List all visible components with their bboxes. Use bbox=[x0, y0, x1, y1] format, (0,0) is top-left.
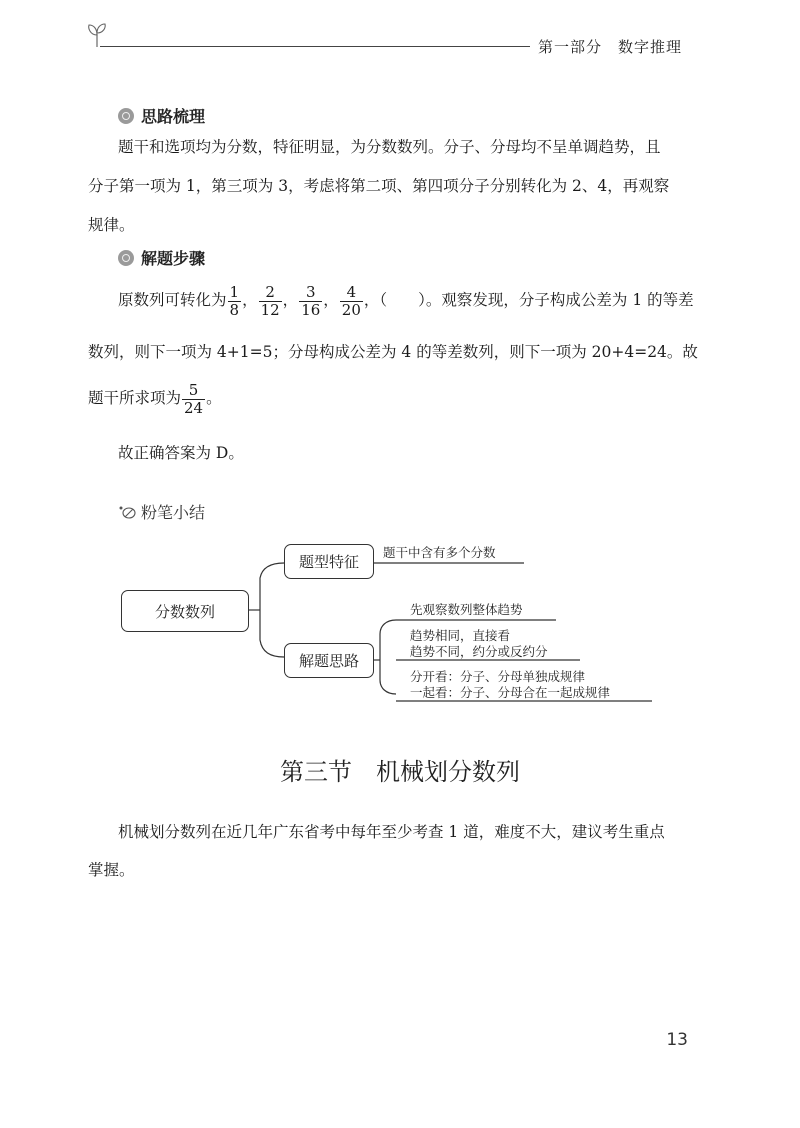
numerator: 1 bbox=[229, 282, 240, 301]
answer-line: 故正确答案为 D。 bbox=[118, 444, 244, 462]
numerator: 4 bbox=[340, 284, 363, 302]
section-heading-text: 解题步骤 bbox=[141, 249, 206, 268]
text-run: 原数列可转化为 bbox=[118, 291, 227, 309]
chapter-title: 第三节 机械划分数列 bbox=[280, 758, 520, 786]
answer-blank: （ ） bbox=[379, 291, 426, 309]
text-run: 。 bbox=[206, 389, 222, 407]
separator: ， bbox=[282, 291, 299, 309]
mindmap-branch-features: 题型特征 bbox=[284, 544, 374, 579]
mindmap-leaf: 趋势不同，约分或反约分 bbox=[410, 644, 548, 659]
numerator: 2 bbox=[259, 284, 282, 302]
summary-title-text: 粉笔小结 bbox=[141, 503, 206, 522]
numerator: 5 bbox=[182, 382, 205, 400]
denominator: 20 bbox=[341, 300, 361, 319]
page-number: 13 bbox=[666, 1030, 688, 1050]
denominator: 12 bbox=[260, 300, 280, 319]
mindmap-leaf: 趋势相同，直接看 bbox=[410, 628, 511, 643]
mindmap-leaf: 题干中含有多个分数 bbox=[383, 545, 496, 560]
running-header: 第一部分 数字推理 bbox=[537, 38, 682, 56]
denominator: 16 bbox=[301, 300, 321, 319]
mindmap-branch-approach: 解题思路 bbox=[284, 643, 374, 678]
text-run: 。观察发现，分子构成公差为 1 的等差 bbox=[425, 291, 694, 309]
denominator: 8 bbox=[229, 300, 240, 319]
paragraph-line: 机械划分数列在近几年广东省考中每年至少考查 1 道，难度不大，建议考生重点 bbox=[118, 823, 665, 841]
denominator: 24 bbox=[184, 398, 204, 417]
mindmap-root: 分数数列 bbox=[121, 590, 249, 632]
mindmap-leaf: 一起看：分子、分母合在一起成规律 bbox=[410, 685, 611, 700]
mindmap-leaf: 先观察数列整体趋势 bbox=[410, 602, 523, 617]
paragraph-line: 题干和选项均为分数，特征明显，为分数数列。分子、分母均不呈单调趋势，且 bbox=[118, 138, 661, 156]
separator: ， bbox=[363, 291, 380, 309]
text-run: 题干所求项为 bbox=[88, 389, 182, 407]
separator: ， bbox=[323, 291, 339, 309]
paragraph-line: 规律。 bbox=[88, 216, 135, 234]
separator: ， bbox=[242, 291, 258, 309]
paragraph-line: 掌握。 bbox=[88, 861, 135, 879]
paragraph-line: 分子第一项为 1，第三项为 3，考虑将第二项、第四项分子分别转化为 2、4，再观察 bbox=[88, 177, 670, 195]
section-heading-text: 思路梳理 bbox=[141, 107, 206, 126]
numerator: 3 bbox=[299, 284, 322, 302]
solution-line-2: 数列，则下一项为 4+1=5；分母构成公差为 4 的等差数列，则下一项为 20+4=24。故 bbox=[88, 343, 698, 361]
mindmap-leaf: 分开看：分子、分母单独成规律 bbox=[410, 669, 586, 684]
